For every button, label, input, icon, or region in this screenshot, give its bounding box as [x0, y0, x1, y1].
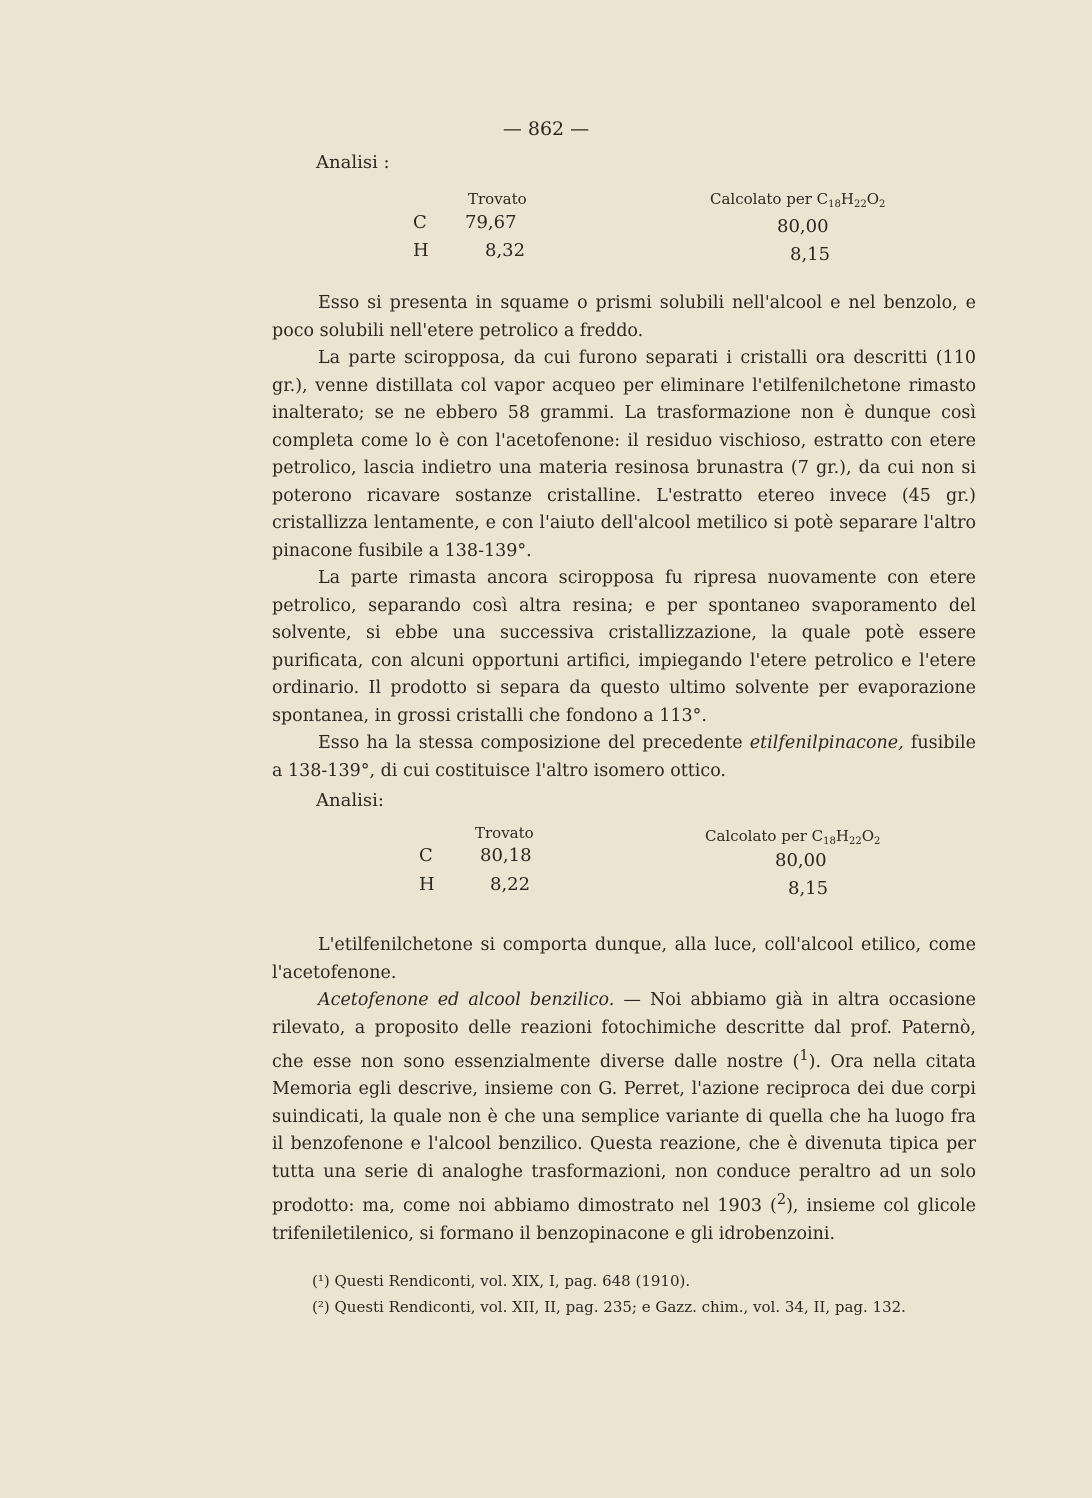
- table-cell-calc: 8,15: [790, 244, 831, 265]
- table-cell-calc: 8,15: [788, 878, 829, 899]
- footnotes: [272, 1268, 976, 1320]
- table-cell-found: 8,32: [485, 240, 526, 261]
- paragraph: La parte rimasta ancora sciropposa fu ripresa nuovamente con etere petrolico, separando così altra resina; e per spontaneo svaporamento del solvente, si ebbe una successiva cristallizzazione, la quale potè essere purificata, con alcuni opportuni artifici, impiegando l'etere petrolico e l'etere ordinario. Il prodotto si separa da questo ultimo solvente per evaporazione spontanea, in grossi cristalli che fondono a 113°.: [272, 568, 976, 726]
- section-heading-italic: Acetofenone ed alcool benzilico.: [318, 990, 615, 1010]
- col-calc-header: Calcolato per $C_{18}H_{22}O_2$: [705, 827, 881, 847]
- table-row-element: C: [419, 845, 433, 866]
- col-calc-header: Calcolato per $C_{18}H_{22}O_2$: [710, 190, 886, 210]
- paragraph: L'etilfenilchetone si comporta dunque, alla luce, coll'alcool etilico, come l'acetofenone.: [272, 935, 976, 983]
- table-row-element: C: [413, 212, 427, 233]
- paragraph: Esso si presenta in squame o prismi solubili nell'alcool e nel benzolo, e poco solubili nell'etere petrolico a freddo.: [272, 293, 976, 341]
- table-row-element: H: [413, 240, 429, 261]
- table-cell-found: 79,67: [465, 212, 517, 233]
- page-number: — 862 —: [502, 118, 590, 140]
- paragraph: Acetofenone ed alcool benzilico. — Noi abbiamo già in altra occasione rilevato, a proposito delle reazioni fotochimiche descritte dal prof. Paternò, che esse non sono essenzialmente diverse dalle nostre ($^1$). Ora nella citata Memoria egli descrive, insieme con G. Perret, l'azione reciproca dei due corpi suindicati, la quale non è che una semplice variante di quella che ha luogo fra il benzofenone e l'alcool benzilico. Questa reazione, che è divenuta tipica per tutta una serie di analoghe trasformazioni, non conduce peraltro ad un solo prodotto: ma, come noi abbiamo dimostrato nel 1903 ($^2$), insieme col glicole trifeniletilenico, si formano il benzopinacone e gli idrobenzoini.: [272, 990, 976, 1244]
- paragraph: La parte sciropposa, da cui furono separati i cristalli ora descritti (110 gr.), venne distillata col vapor acqueo per eliminare l'etilfenilchetone rimasto inalterato; se ne ebbero 58 grammi. La trasformazione non è dunque così completa come lo è con l'acetofenone: il residuo vischioso, estratto con etere petrolico, lascia indietro una materia resinosa brunastra (7 gr.), da cui non si poterono ricavare sostanze cristalline. L'estratto etereo invece (45 gr.) cristallizza lentamente, e con l'aiuto dell'alcool metilico si potè separare l'altro pinacone fusibile a 138-139°.: [272, 348, 976, 561]
- col-found-header: Trovato: [475, 824, 534, 842]
- footnote: (¹) Questi Rendiconti, vol. XIX, I, pag. 648 (1910).: [312, 1272, 691, 1290]
- table-cell-found: 80,18: [480, 845, 532, 866]
- analysis-label: Analisi:: [316, 790, 384, 811]
- footnote-ref: 1: [799, 1047, 809, 1064]
- table-cell-found: 8,22: [490, 874, 531, 895]
- col-found-header: Trovato: [468, 190, 527, 208]
- table-row-element: H: [419, 874, 435, 895]
- italic-term: etilfenilpinacone,: [749, 733, 904, 753]
- table-cell-calc: 80,00: [775, 850, 827, 871]
- footnote-ref: 2: [776, 1191, 787, 1209]
- analysis-label: Analisi :: [316, 152, 390, 173]
- body-text-block-2: [272, 932, 976, 1248]
- footnote: (²) Questi Rendiconti, vol. XII, II, pag. 235; e Gazz. chim., vol. 34, II, pag. 132.: [312, 1298, 906, 1316]
- body-text-block-1: [272, 290, 976, 785]
- table-cell-calc: 80,00: [777, 216, 829, 237]
- paragraph: Esso ha la stessa composizione del precedente etilfenilpinacone, fusibile a 138-139°, di cui costituisce l'altro isomero ottico.: [272, 733, 976, 781]
